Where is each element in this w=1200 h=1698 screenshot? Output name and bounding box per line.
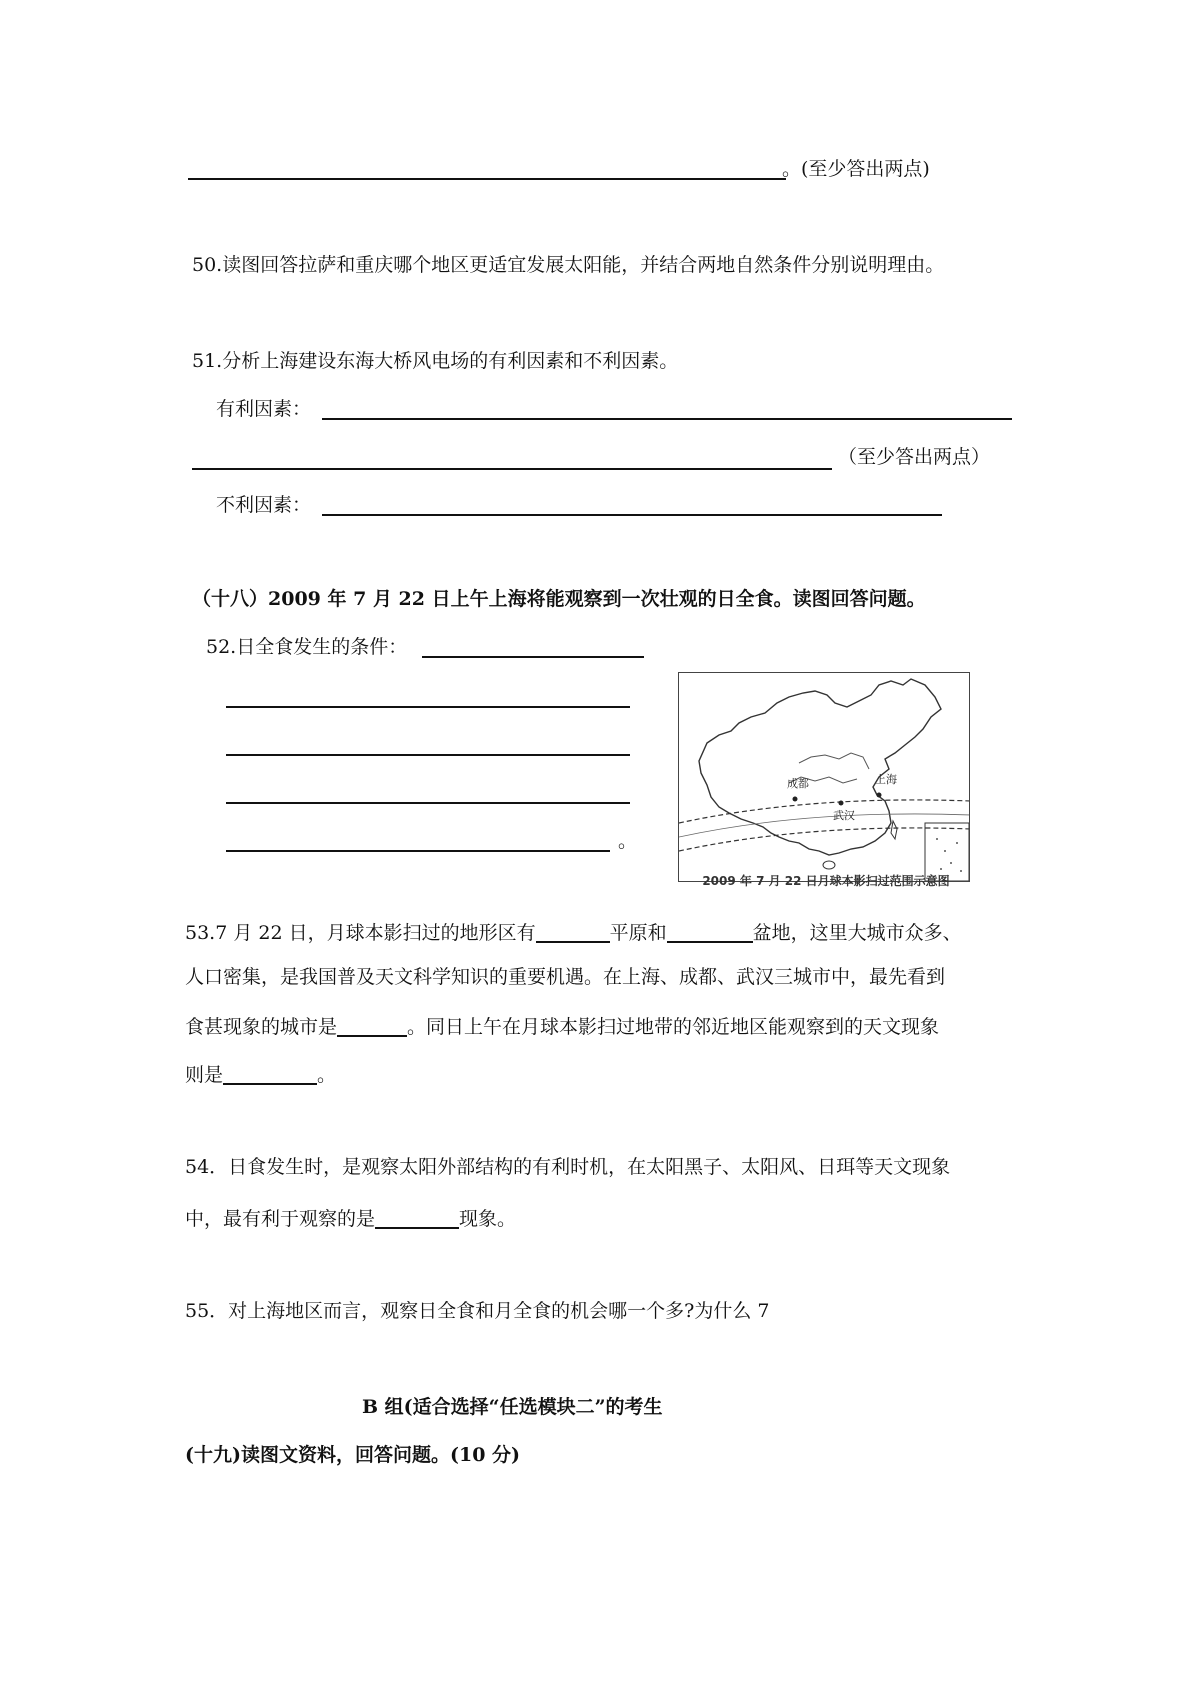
inset-islands <box>936 838 962 872</box>
q52-answer-line-4[interactable] <box>226 850 610 852</box>
answer-line-top[interactable] <box>188 178 786 180</box>
q53-text-l4b: 。 <box>317 1064 337 1086</box>
hainan-island <box>823 861 835 869</box>
question-50: 50.读图回答拉萨和重庆哪个地区更适宜发展太阳能，并结合两地自然条件分别说明理由。 <box>192 254 945 276</box>
q53-text-l3a: 食甚现象的城市是 <box>185 1016 338 1038</box>
q54-blank[interactable] <box>375 1208 459 1229</box>
q54-text-a: 中，最有利于观察的是 <box>185 1208 376 1230</box>
group-b-heading: B 组(适合选择“任选模块二”的考生 <box>362 1396 663 1418</box>
question-53-line-4 <box>185 1064 336 1085</box>
q53-text-l3b: 。同日上午在月球本影扫过地带的邻近地区能观察到的天文现象 <box>407 1016 940 1038</box>
favorable-note: （至少答出两点） <box>838 446 991 468</box>
q53-blank-plain[interactable] <box>536 922 610 943</box>
shanghai-marker <box>877 793 882 798</box>
q52-answer-line-1[interactable] <box>226 706 630 708</box>
wuhan-label: 武汉 <box>833 809 855 822</box>
chengdu-marker <box>793 797 798 802</box>
q53-text-a: 53.7 月 22 日，月球本影扫过的地形区有 <box>185 922 536 944</box>
favorable-label: 有利因素： <box>216 398 312 420</box>
section-18-heading: （十八）2009 年 7 月 22 日上午上海将能观察到一次壮观的日全食。读图回答问题。 <box>192 588 926 610</box>
question-55: 55．对上海地区而言，观察日全食和月全食的机会哪一个多?为什么 7 <box>185 1300 770 1322</box>
q53-text-l4a: 则是 <box>185 1064 224 1086</box>
top-note: 。(至少答出两点) <box>782 158 930 180</box>
shanghai-label: 上海 <box>875 773 897 786</box>
favorable-answer-line-1[interactable] <box>322 418 1012 420</box>
taiwan-island <box>891 821 897 839</box>
question-53-line-3 <box>185 1016 939 1037</box>
favorable-answer-line-2[interactable] <box>192 468 832 470</box>
question-52: 52.日全食发生的条件： <box>206 636 408 658</box>
province-border <box>799 753 869 769</box>
unfavorable-answer-line[interactable] <box>322 514 942 516</box>
umbra-path-south <box>679 828 970 851</box>
umbra-path-north <box>679 800 970 823</box>
question-53-line-1 <box>185 922 962 943</box>
q53-blank-city[interactable] <box>337 1016 407 1037</box>
q52-answer-line-3[interactable] <box>226 802 630 804</box>
q53-text-b: 平原和 <box>609 922 667 944</box>
china-outline <box>699 679 941 855</box>
eclipse-map <box>678 672 970 882</box>
chengdu-label: 成都 <box>787 777 809 790</box>
q52-answer-line-0[interactable] <box>422 656 644 658</box>
section-19-heading: (十九)读图文资料，回答问题。(10 分) <box>185 1444 521 1466</box>
q54-text-b: 现象。 <box>459 1208 517 1230</box>
china-map-image <box>679 673 970 882</box>
q53-blank-phenomenon[interactable] <box>223 1064 317 1085</box>
q53-text-c: 盆地，这里大城市众多、 <box>752 922 962 944</box>
q53-blank-basin[interactable] <box>667 922 753 943</box>
wuhan-marker <box>839 801 844 806</box>
question-51: 51.分析上海建设东海大桥风电场的有利因素和不利因素。 <box>192 350 679 372</box>
question-54-line-2 <box>185 1208 516 1229</box>
unfavorable-label: 不利因素： <box>216 494 312 516</box>
question-54-line-1: 54．日食发生时，是观察太阳外部结构的有利时机，在太阳黑子、太阳风、日珥等天文现象 <box>185 1156 951 1178</box>
q52-end-mark: 。 <box>618 830 638 852</box>
umbra-center-line <box>679 814 970 837</box>
map-caption: 2009 年 7 月 22 日月球本影扫过范围示意图 <box>702 874 950 888</box>
q52-answer-line-2[interactable] <box>226 754 630 756</box>
question-53-line-2: 人口密集，是我国普及天文科学知识的重要机遇。在上海、成都、武汉三城市中，最先看到 <box>185 966 946 988</box>
